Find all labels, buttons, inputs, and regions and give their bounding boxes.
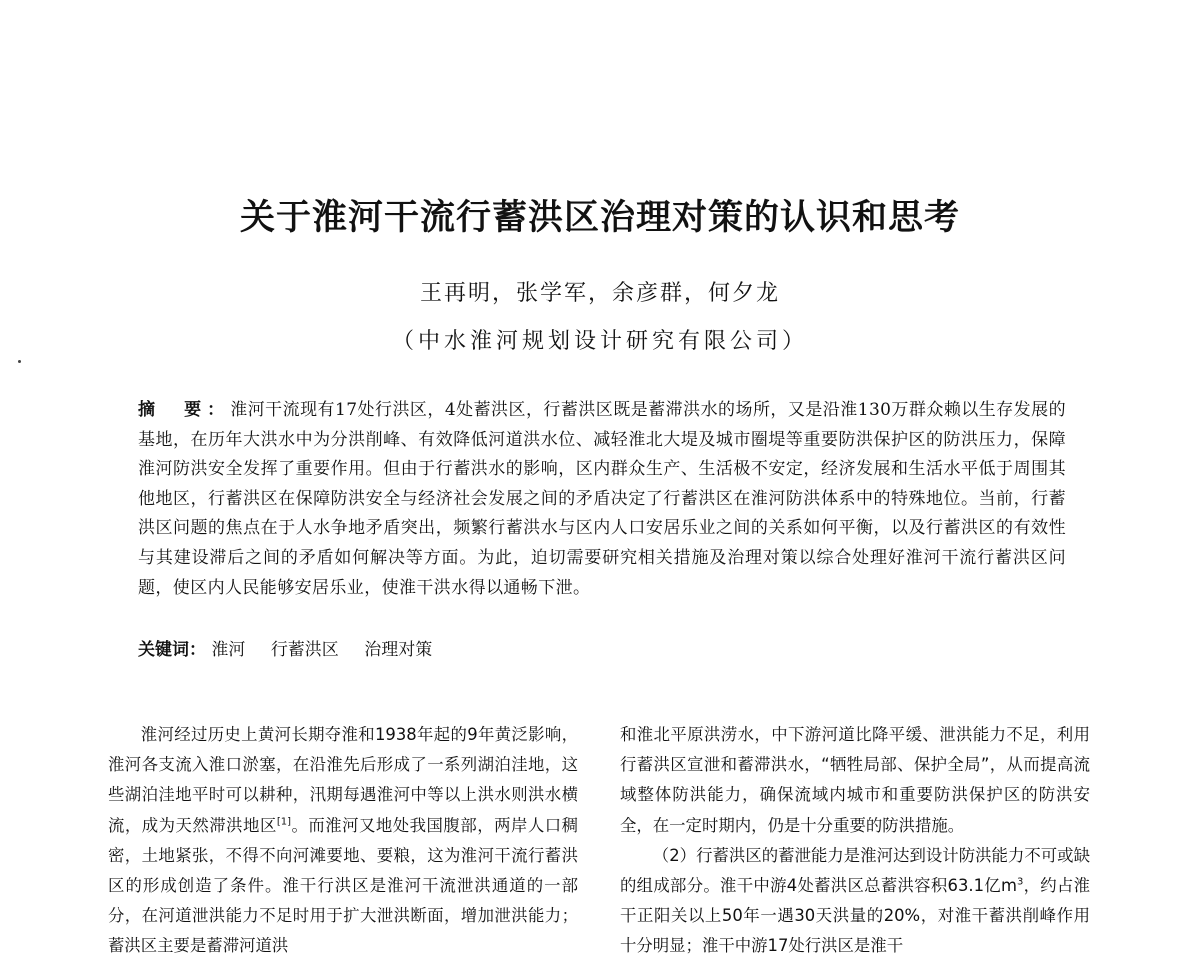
keyword: 淮河 [211, 640, 246, 660]
abstract-text: 淮河干流现有17处行洪区，4处蓄洪区，行蓄洪区既是蓄滞洪水的场所，又是沿淮130万群众赖以生存发展的基地，在历年大洪水中为分洪削峰、有效降低河道洪水位、减轻淮北大堤及城市圈堤等重要防洪保护区的防洪压力，保障淮河防洪安全发挥了重要作用。但由于行蓄洪水的影响，区内群众生产、生活极不安定，经济发展和生活水平低于周围其他地区，行蓄洪区在保障防洪安全与经济社会发展之间的矛盾决定了行蓄洪区在淮河防洪体系中的特殊地位。当前，行蓄洪区问题的焦点在于人水争地矛盾突出，频繁行蓄洪水与区内人口安居乐业之间的关系如何平衡，以及行蓄洪区的有效性与其建设滞后之间的矛盾如何解决等方面。为此，迫切需要研究相关措施及治理对策以综合处理好淮河干流行蓄洪区问题，使区内人民能够安居乐业，使淮干洪水得以通畅下泄。 [138, 400, 1066, 598]
citation-ref: [1] [276, 816, 291, 828]
body-text: 。而淮河又地处我国腹部，两岸人口稠密，土地紧张，不得不向河滩要地、要粮，这为淮河干流行蓄洪区的形成创造了条件。淮干行洪区是淮河干流泄洪通道的一部分，在河道泄洪能力不足时用于扩大泄洪断面，增加泄洪能力；蓄洪区主要是蓄滞河道洪 [108, 815, 579, 956]
body-paragraph [620, 841, 1090, 962]
affiliation: （中水淮河规划设计研究有限公司） [391, 329, 808, 354]
keywords [138, 636, 1066, 666]
body-column-right [620, 720, 1090, 962]
abstract-label: 摘 要： [138, 400, 231, 420]
body-paragraph [108, 720, 578, 962]
scan-speck [18, 360, 21, 363]
paper-title: 关于淮河干流行蓄洪区治理对策的认识和思考 [239, 198, 960, 238]
body-text: ，约占淮干正阳关以上50年一遇30天洪量的20%，对淮干蓄洪削峰作用十分明显；淮干中游17处行洪区是淮干 [620, 876, 1091, 956]
keyword: 行蓄洪区 [270, 640, 339, 660]
unit-superscript: 3 [1016, 876, 1024, 888]
body-text: （2）行蓄洪区的蓄泄能力是淮河达到设计防洪能力不可或缺的组成部分。淮干中游4处蓄洪区总蓄洪容积63.1亿m [620, 845, 1090, 896]
body-text: 淮河经过历史上黄河长期夺淮和1938年起的9年黄泛影响，淮河各支流入淮口淤塞，在沿淮先后形成了一系列湖泊洼地，这些湖泊洼地平时可以耕种，汛期每遇淮河中等以上洪水则洪水横流，成为天然滞洪地区 [108, 725, 578, 835]
author-list: 王再明，张学军，余彦群，何夕龙 [419, 281, 780, 306]
body-paragraph: 和淮北平原洪涝水，中下游河道比降平缓、泄洪能力不足，利用行蓄洪区宣泄和蓄滞洪水，“牺牲局部、保护全局”，从而提高流域整体防洪能力，确保流域内城市和重要防洪保护区的防洪安全，在一定时期内，仍是十分重要的防洪措施。 [620, 725, 1090, 835]
body-column-left [108, 720, 578, 962]
abstract [138, 396, 1066, 603]
keyword: 治理对策 [364, 640, 433, 660]
keywords-label: 关键词： [138, 640, 206, 660]
